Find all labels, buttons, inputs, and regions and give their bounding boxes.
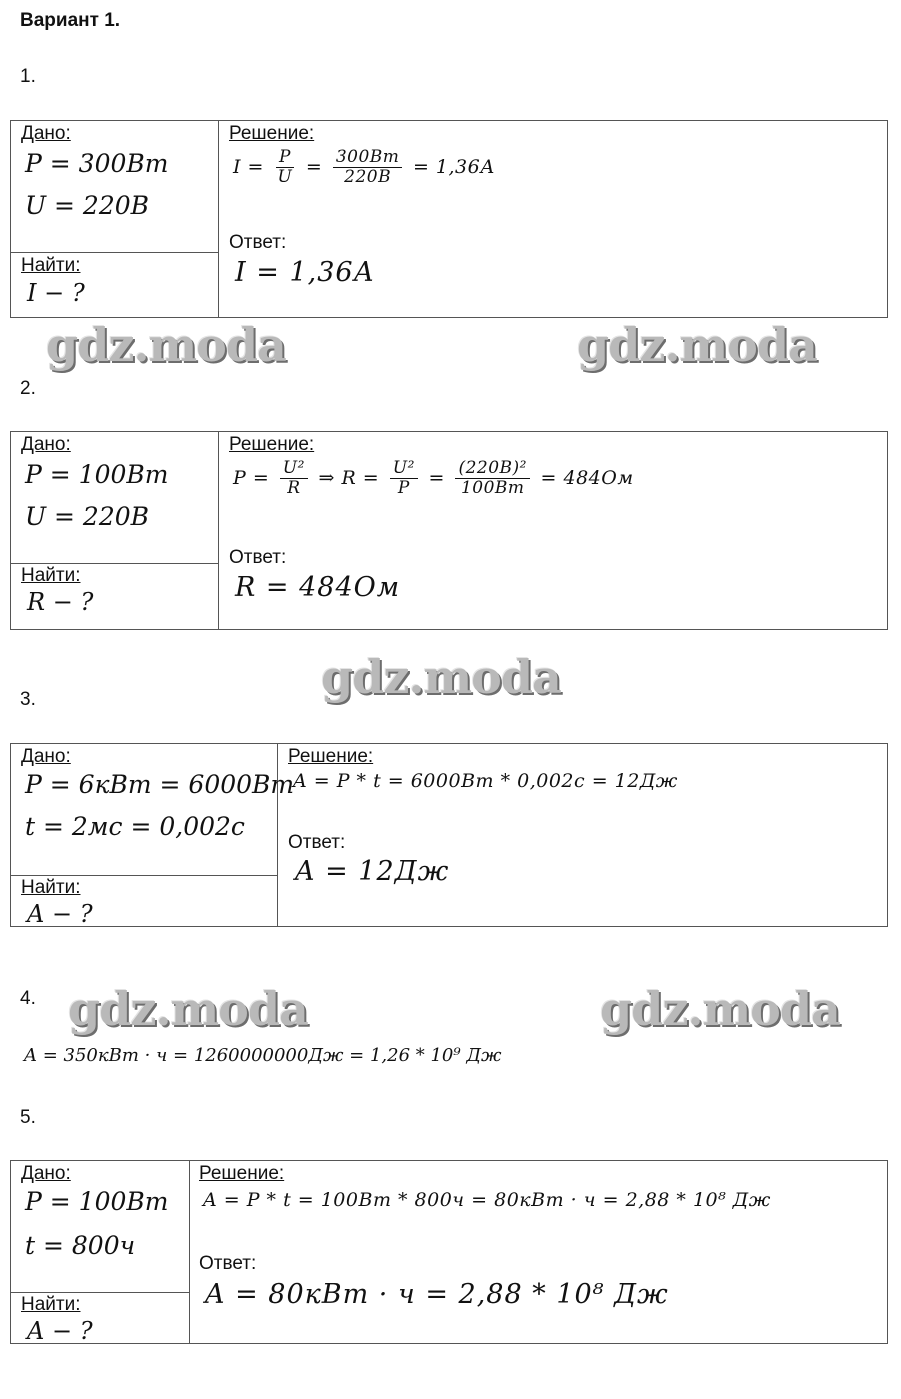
given-label: Дано: <box>21 123 71 144</box>
given-value: U = 220В <box>25 502 149 531</box>
answer-label: Ответ: <box>199 1253 257 1274</box>
answer-value: A = 12Дж <box>295 856 450 887</box>
watermark-logo: gdz.moda <box>321 650 561 704</box>
solution-label: Решение: <box>199 1163 285 1184</box>
solution-label: Решение: <box>229 434 315 455</box>
task-2-table <box>10 431 888 630</box>
answer-value: R = 484Ом <box>235 572 401 603</box>
task-number: 4. <box>20 988 36 1009</box>
solution-formula: A = P * t = 100Вт * 800ч = 80кВт · ч = 2,88 * 10⁸ Дж <box>203 1189 771 1211</box>
task-number: 3. <box>20 689 36 710</box>
given-label: Дано: <box>21 1163 71 1184</box>
answer-label: Ответ: <box>229 547 287 568</box>
answer-label: Ответ: <box>229 232 287 253</box>
watermark-logo: gdz.moda <box>68 982 308 1036</box>
given-value: P = 100Вт <box>25 1187 169 1216</box>
find-label: Найти: <box>21 255 81 276</box>
solution-label: Решение: <box>288 746 374 767</box>
find-value: I − ? <box>27 279 85 307</box>
task-number: 2. <box>20 378 36 399</box>
solution-label: Решение: <box>229 123 315 144</box>
watermark-logo: gdz.moda <box>46 318 286 372</box>
find-value: R − ? <box>27 588 94 616</box>
solution-formula: A = P * t = 6000Вт * 0,002с = 12Дж <box>293 770 678 792</box>
find-value: A − ? <box>27 1317 93 1345</box>
find-label: Найти: <box>21 565 81 586</box>
given-value: U = 220В <box>25 191 149 220</box>
answer-label: Ответ: <box>288 832 346 853</box>
given-value: P = 100Вт <box>25 460 169 489</box>
answer-value: I = 1,36А <box>235 257 376 288</box>
solution-formula: P = $\frac{\text{U²}}{R}$ ⇒ R = $\frac{\text{U²}}{P}$ = $\frac{\text{(220В)²}}{100Вт}$ = 484Ом <box>233 458 634 498</box>
task-4-solution: A = 350кВт · ч = 1260000000Дж = 1,26 * 10⁹ Дж <box>24 1045 502 1066</box>
watermark-logo: gdz.moda <box>600 982 840 1036</box>
page-title: Вариант 1. <box>20 10 121 31</box>
given-value: P = 300Вт <box>25 149 169 178</box>
task-1-table <box>10 120 888 318</box>
find-label: Найти: <box>21 877 81 898</box>
given-value: t = 2мс = 0,002с <box>25 812 245 841</box>
task-number: 1. <box>20 66 36 87</box>
given-value: t = 800ч <box>25 1231 136 1260</box>
solution-formula: I = $\frac{P}{U}$ = $\frac{300Вт}{220В}$ = 1,36А <box>233 147 496 187</box>
find-value: A − ? <box>27 900 93 928</box>
given-label: Дано: <box>21 746 71 767</box>
given-value: P = 6кВт = 6000Вт <box>25 770 295 799</box>
find-label: Найти: <box>21 1294 81 1315</box>
task-number: 5. <box>20 1107 36 1128</box>
task-5-table <box>10 1160 888 1344</box>
answer-value: A = 80кВт · ч = 2,88 * 10⁸ Дж <box>205 1279 669 1310</box>
task-3-table <box>10 743 888 927</box>
watermark-logo: gdz.moda <box>577 318 817 372</box>
given-label: Дано: <box>21 434 71 455</box>
